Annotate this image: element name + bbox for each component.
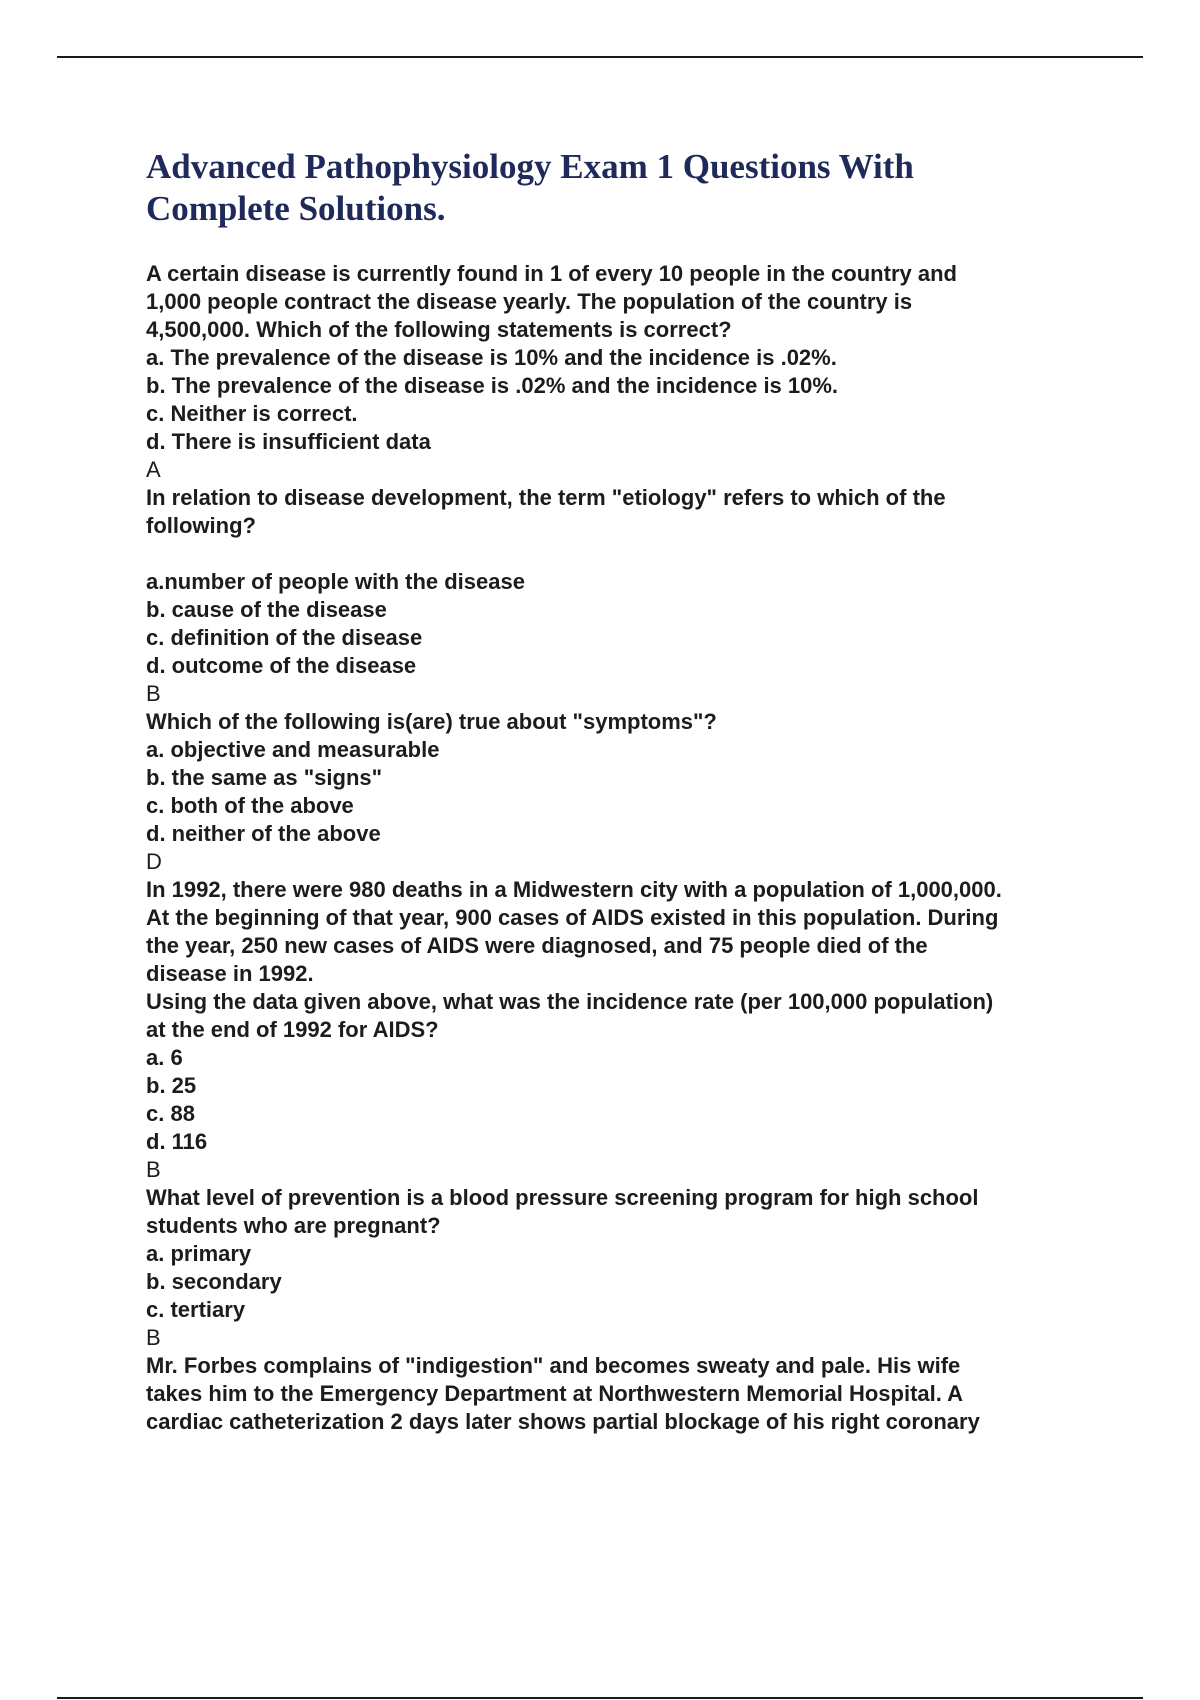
- question-4-stem-line: In 1992, there were 980 deaths in a Midwestern city with a population of 1,000,000.: [146, 877, 1002, 902]
- question-block-6: [146, 1352, 1096, 1436]
- title-line-2: Complete Solutions.: [146, 189, 446, 228]
- question-block-1: [146, 260, 1096, 484]
- question-1-option-d: d. There is insufficient data: [146, 429, 431, 454]
- question-4-stem-line: Using the data given above, what was the incidence rate (per 100,000 population): [146, 989, 994, 1014]
- question-1-option-b: b. The prevalence of the disease is .02% and the incidence is 10%.: [146, 373, 839, 398]
- question-2-option-b: b. cause of the disease: [146, 597, 387, 622]
- question-1-answer: A: [146, 457, 161, 482]
- question-2-stem-line: In relation to disease development, the term "etiology" refers to which of the: [146, 485, 946, 510]
- question-1-stem-line: 1,000 people contract the disease yearly. The population of the country is: [146, 289, 913, 314]
- question-block-4: [146, 876, 1096, 1184]
- question-2-option-a: a.number of people with the disease: [146, 569, 525, 594]
- question-4-option-a: a. 6: [146, 1045, 183, 1070]
- question-block-5: [146, 1184, 1096, 1352]
- question-3-stem-line: Which of the following is(are) true about "symptoms"?: [146, 709, 717, 734]
- question-5-stem-line: What level of prevention is a blood pressure screening program for high school: [146, 1185, 979, 1210]
- question-5-stem-line: students who are pregnant?: [146, 1213, 441, 1238]
- question-5-option-a: a. primary: [146, 1241, 252, 1266]
- question-4-stem-line: At the beginning of that year, 900 cases of AIDS existed in this population. During: [146, 905, 999, 930]
- question-4-answer: B: [146, 1157, 161, 1182]
- question-3-option-a: a. objective and measurable: [146, 737, 440, 762]
- question-3-option-d: d. neither of the above: [146, 821, 381, 846]
- footer-rule: [57, 1697, 1143, 1699]
- question-4-option-c: c. 88: [146, 1101, 195, 1126]
- question-4-option-b: b. 25: [146, 1073, 197, 1098]
- question-6-stem-line: cardiac catheterization 2 days later shows partial blockage of his right coronary: [146, 1409, 980, 1434]
- question-1-stem-line: A certain disease is currently found in 1 of every 10 people in the country and: [146, 261, 957, 286]
- question-1-option-c: c. Neither is correct.: [146, 401, 358, 426]
- question-2-answer: B: [146, 681, 161, 706]
- question-3-answer: D: [146, 849, 162, 874]
- question-block-2: [146, 484, 1096, 708]
- question-4-stem-line: the year, 250 new cases of AIDS were diagnosed, and 75 people died of the: [146, 933, 928, 958]
- question-2-stem-line: following?: [146, 513, 256, 538]
- question-block-3: [146, 708, 1096, 876]
- question-6-stem-line: takes him to the Emergency Department at Northwestern Memorial Hospital. A: [146, 1381, 964, 1406]
- header-rule: [57, 56, 1143, 58]
- blank-spacer: [146, 540, 1096, 568]
- title-line-1: Advanced Pathophysiology Exam 1 Questions With: [146, 147, 914, 186]
- question-1-option-a: a. The prevalence of the disease is 10% and the incidence is .02%.: [146, 345, 837, 370]
- question-1-stem-line: 4,500,000. Which of the following statements is correct?: [146, 317, 732, 342]
- question-5-answer: B: [146, 1325, 161, 1350]
- document-title: [146, 146, 1096, 230]
- question-3-option-c: c. both of the above: [146, 793, 354, 818]
- question-4-option-d: d. 116: [146, 1129, 208, 1154]
- question-6-stem-line: Mr. Forbes complains of "indigestion" and becomes sweaty and pale. His wife: [146, 1353, 961, 1378]
- question-5-option-c: c. tertiary: [146, 1297, 246, 1322]
- question-4-stem-line: at the end of 1992 for AIDS?: [146, 1017, 439, 1042]
- question-4-stem-line: disease in 1992.: [146, 961, 314, 986]
- question-3-option-b: b. the same as "signs": [146, 765, 383, 790]
- question-5-option-b: b. secondary: [146, 1269, 282, 1294]
- question-2-option-d: d. outcome of the disease: [146, 653, 417, 678]
- question-2-option-c: c. definition of the disease: [146, 625, 423, 650]
- document-body: [146, 146, 1096, 1436]
